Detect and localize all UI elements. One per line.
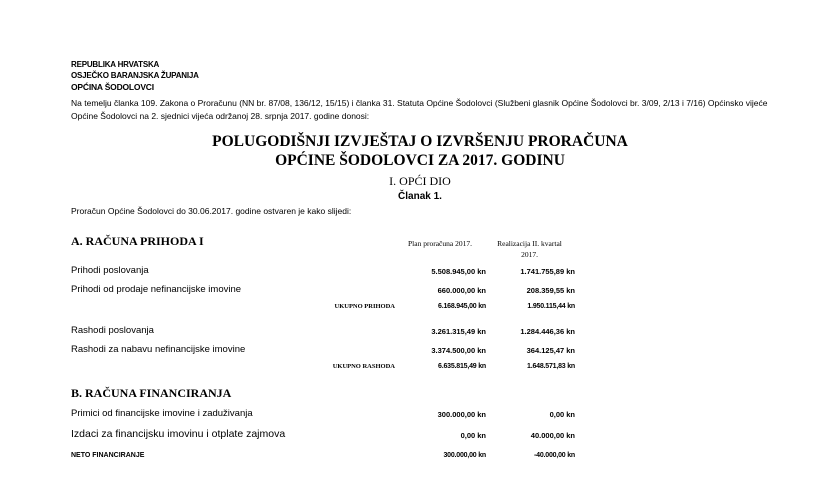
total-expense-real: 1.648.571,83 kn xyxy=(527,363,575,370)
document-title-line2: OPĆINE ŠODOLOVCI ZA 2017. GODINU xyxy=(275,152,565,169)
row-real-value: 364.125,47 kn xyxy=(526,346,575,355)
row-real-value: 1.284.446,36 kn xyxy=(520,327,575,336)
total-income-real: 1.950.115,44 kn xyxy=(527,303,575,310)
total-expense-plan: 6.635.815,49 kn xyxy=(438,363,486,370)
total-income-label: UKUPNO PRIHODA xyxy=(334,303,395,310)
column-realization-line1: Realizacija II. kvartal xyxy=(497,239,562,248)
net-financing-real: -40.000,00 kn xyxy=(534,452,575,459)
header-municipality: OPĆINA ŠODOLOVCI xyxy=(71,82,154,92)
part-heading: I. OPĆI DIO xyxy=(389,174,451,188)
header-county: OSJEČKO BARANJSKA ŽUPANIJA xyxy=(71,71,199,80)
row-label: Primici od financijske imovine i zaduživanja xyxy=(71,408,253,419)
column-realization-header xyxy=(482,238,577,260)
row-label: Rashodi poslovanja xyxy=(71,325,154,336)
row-plan-value: 0,00 kn xyxy=(460,431,486,440)
article-heading: Članak 1. xyxy=(398,191,442,202)
row-plan-value: 3.261.315,49 kn xyxy=(431,327,486,336)
column-realization-line2: 2017. xyxy=(521,250,538,259)
net-financing-plan: 300.000,00 kn xyxy=(443,452,486,459)
row-real-value: 40.000,00 kn xyxy=(530,431,575,440)
total-income-plan: 6.168.945,00 kn xyxy=(438,303,486,310)
row-plan-value: 5.508.945,00 kn xyxy=(431,267,486,276)
row-plan-value: 3.374.500,00 kn xyxy=(431,346,486,355)
row-label: Prihodi poslovanja xyxy=(71,265,149,276)
intro-paragraph: Na temelju članka 109. Zakona o Proračunu (NN br. 87/08, 136/12, 15/15) i članka 31. Statuta Općine Šodolovci (Službeni glasnik Općine Šodolovci br. 3/09, 2/13 i 7/16) Općinsko vijeće Općine Šodolovci na 2. sjednici vijeća održanoj 28. srpnja 2017. godine donosi: xyxy=(71,98,768,121)
row-label: Prihodi od prodaje nefinancijske imovine xyxy=(71,284,242,295)
total-expense-label: UKUPNO RASHODA xyxy=(332,363,395,370)
section-a-heading: A. RAČUNA PRIHODA I xyxy=(71,234,204,248)
row-plan-value: 660.000,00 kn xyxy=(437,286,486,295)
row-real-value: 0,00 kn xyxy=(549,410,575,419)
row-plan-value: 300.000,00 kn xyxy=(437,410,486,419)
row-label: Izdaci za financijsku imovinu i otplate zajmova xyxy=(71,428,286,440)
net-financing-label: NETO FINANCIRANJE xyxy=(71,452,145,459)
row-label: Rashodi za nabavu nefinancijske imovine xyxy=(71,344,246,355)
header-republic: REPUBLIKA HRVATSKA xyxy=(71,60,160,69)
article-text: Proračun Općine Šodolovci do 30.06.2017. godine ostvaren je kako slijedi: xyxy=(71,206,352,216)
section-b-heading: B. RAČUNA FINANCIRANJA xyxy=(71,386,232,400)
document-title-line1: POLUGODIŠNJI IZVJEŠTAJ O IZVRŠENJU PRORAČUNA xyxy=(212,133,628,150)
row-real-value: 1.741.755,89 kn xyxy=(520,267,575,276)
column-plan-header: Plan proračuna 2017. xyxy=(408,239,472,248)
row-real-value: 208.359,55 kn xyxy=(526,286,575,295)
